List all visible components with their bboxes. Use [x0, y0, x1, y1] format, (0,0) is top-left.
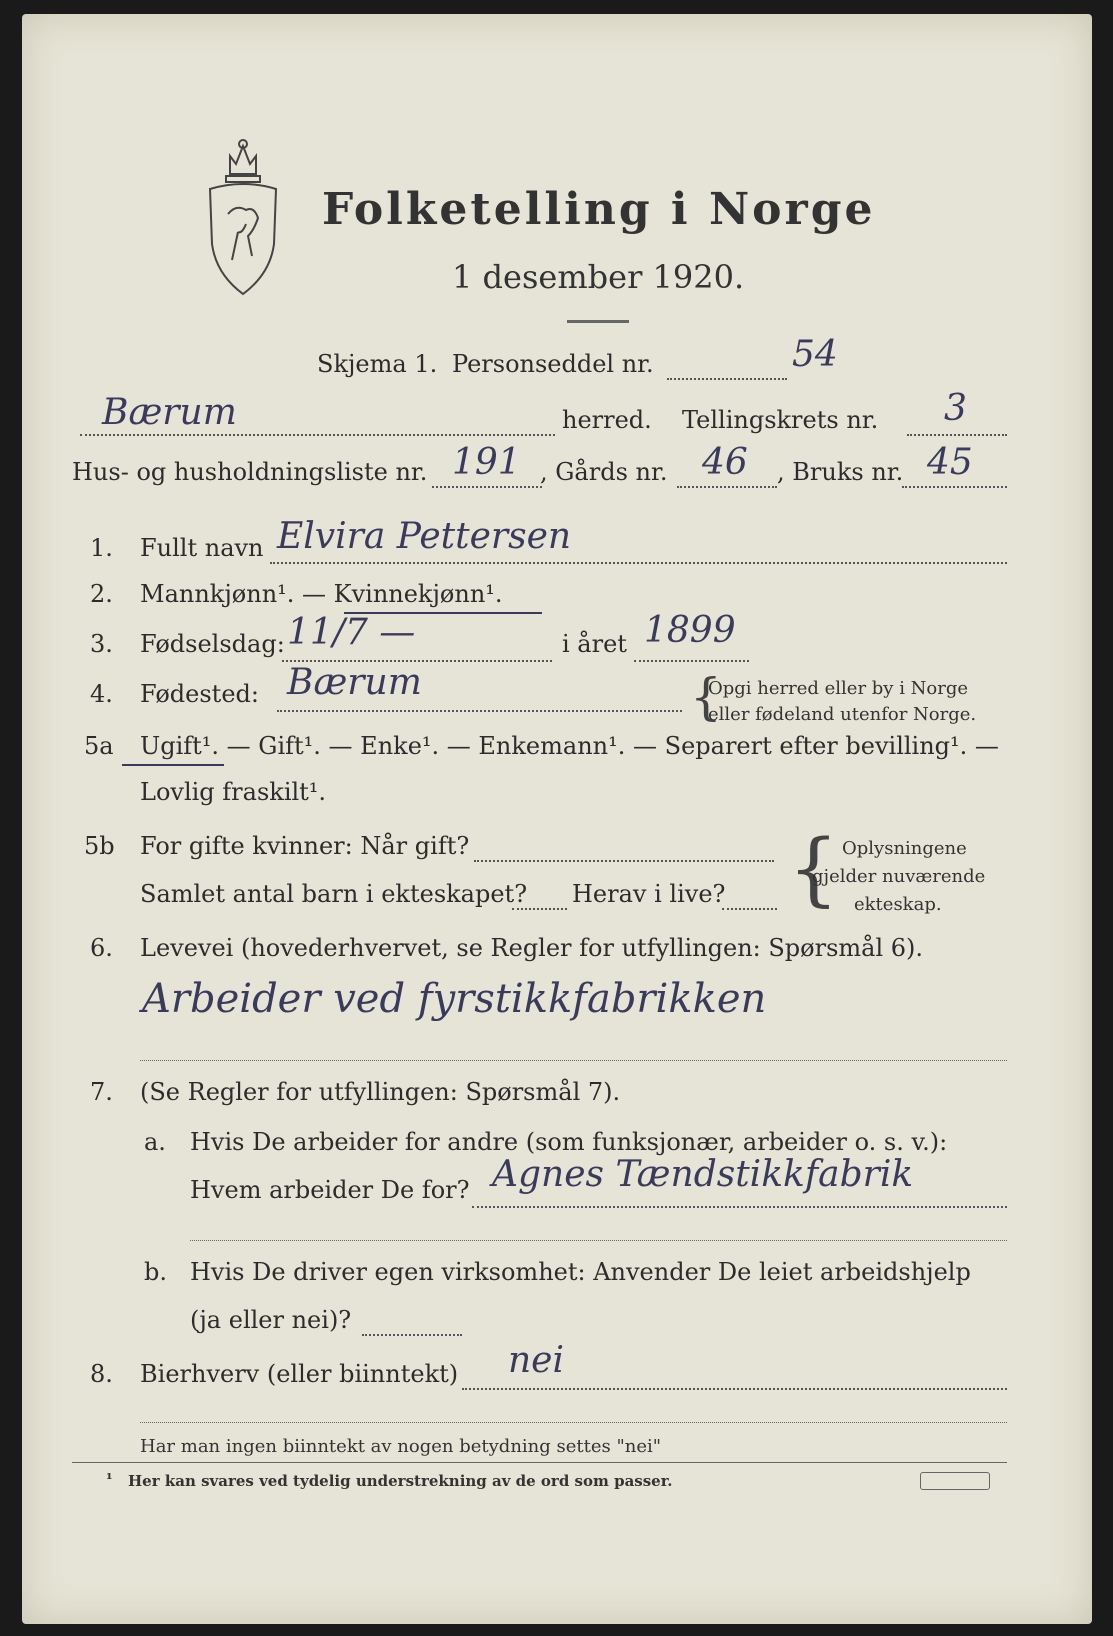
ugift-underline	[122, 764, 224, 766]
printer-stamp	[920, 1472, 990, 1490]
bruks-label: , Bruks nr.	[777, 458, 904, 486]
employer-value: Agnes Tændstikkfabrik	[492, 1154, 914, 1195]
q4-label: Fødested:	[140, 680, 259, 708]
full-name-value: Elvira Pettersen	[277, 516, 572, 557]
q5a-number: 5a	[84, 732, 114, 760]
birthplace-field	[277, 710, 682, 712]
q2-label: Mannkjønn¹. — Kvinnekjønn¹.	[140, 580, 503, 608]
husliste-label: Hus- og husholdningsliste nr.	[72, 458, 428, 486]
employer-extra-line	[190, 1240, 1007, 1241]
husliste-field	[432, 486, 542, 488]
footer-divider	[72, 1462, 1007, 1463]
employer-field	[472, 1206, 1007, 1208]
q7b-label: Hvis De driver egen virksomhet: Anvender De leiet arbeidshjelp	[190, 1258, 971, 1286]
herred-value: Bærum	[102, 392, 237, 433]
q1-label: Fullt navn	[140, 534, 264, 562]
herred-field	[80, 434, 555, 436]
year-label: i året	[562, 630, 627, 658]
census-form	[22, 14, 1092, 1624]
q5b-children-label: Samlet antal barn i ekteskapet?	[140, 880, 528, 908]
birthplace-value: Bærum	[287, 662, 422, 703]
side-income-extra-line	[140, 1422, 1007, 1423]
occupation-value: Arbeider ved fyrstikkfabrikken	[142, 976, 767, 1022]
herred-label: herred.	[562, 406, 652, 434]
birth-year-field	[634, 660, 749, 662]
q6-label: Levevei (hovederhvervet, se Regler for utfyllingen: Spørsmål 6).	[140, 934, 924, 962]
side-income-value: nei	[508, 1340, 565, 1381]
q1-number: 1.	[90, 534, 113, 562]
title-divider	[567, 320, 629, 323]
husliste-value: 191	[452, 442, 521, 483]
hired-help-field	[362, 1334, 462, 1336]
q7a-employer-label: Hvem arbeider De for?	[190, 1176, 470, 1204]
census-date: 1 desember 1920.	[452, 258, 745, 296]
personseddel-value: 54	[792, 334, 838, 375]
q2-number: 2.	[90, 580, 113, 608]
side-income-field	[462, 1388, 1007, 1390]
q3-label: Fødselsdag:	[140, 630, 285, 658]
q5a-label-line2: Lovlig fraskilt¹.	[140, 778, 327, 806]
birth-year-value: 1899	[644, 610, 736, 651]
q5b-note-line3: ekteskap.	[854, 894, 942, 915]
q4-number: 4.	[90, 680, 113, 708]
tellingskrets-value: 3	[944, 388, 967, 429]
bruks-value: 45	[927, 442, 973, 483]
q7b-yesno-label: (ja eller nei)?	[190, 1306, 352, 1334]
gards-label: , Gårds nr.	[540, 458, 668, 486]
gards-value: 46	[702, 442, 748, 483]
personseddel-field	[667, 378, 787, 380]
q8-number: 8.	[90, 1360, 113, 1388]
q5b-alive-label: Herav i live?	[572, 880, 726, 908]
q7-label: (Se Regler for utfyllingen: Spørsmål 7).	[140, 1078, 621, 1106]
coat-of-arms-icon	[202, 134, 284, 304]
tellingskrets-label: Tellingskrets nr.	[682, 406, 879, 434]
married-date-field	[474, 860, 774, 862]
q3-number: 3.	[90, 630, 113, 658]
q8-label: Bierhverv (eller biinntekt)	[140, 1360, 459, 1388]
q4-note-line1: Opgi herred eller by i Norge	[708, 678, 969, 699]
occupation-extra-line	[140, 1060, 1007, 1061]
form-title: Folketelling i Norge	[322, 184, 876, 235]
q7a-letter: a.	[144, 1128, 166, 1156]
q7-number: 7.	[90, 1078, 113, 1106]
q5a-label: Ugift¹. — Gift¹. — Enke¹. — Enkemann¹. — Separert efter bevilling¹. —	[140, 732, 999, 760]
tellingskrets-field	[907, 434, 1007, 436]
children-field	[512, 908, 567, 910]
footnote-mark: ¹	[106, 1470, 113, 1488]
q5b-label: For gifte kvinner: Når gift?	[140, 832, 470, 860]
footnote-text: Her kan svares ved tydelig understrekning av de ord som passer.	[128, 1472, 673, 1490]
gards-field	[677, 486, 777, 488]
q7b-letter: b.	[144, 1258, 167, 1286]
q4-note-line2: eller fødeland utenfor Norge.	[708, 704, 977, 725]
personseddel-label: Personseddel nr.	[452, 350, 654, 378]
q5b-brace: {	[788, 822, 839, 915]
q5b-note-line2: gjelder nuværende	[812, 866, 986, 887]
q5b-note-line1: Oplysningene	[842, 838, 967, 859]
bruks-field	[902, 486, 1007, 488]
schema-label: Skjema 1.	[317, 350, 438, 378]
alive-field	[722, 908, 777, 910]
q7a-label: Hvis De arbeider for andre (som funksjonær, arbeider o. s. v.):	[190, 1128, 948, 1156]
full-name-field	[270, 562, 1007, 564]
q4-brace: {	[690, 668, 722, 726]
q6-number: 6.	[90, 934, 113, 962]
q5b-number: 5b	[84, 832, 115, 860]
footer-note-nei: Har man ingen biinntekt av nogen betydning settes "nei"	[140, 1436, 662, 1457]
birthday-value: 11/7 —	[287, 612, 416, 653]
